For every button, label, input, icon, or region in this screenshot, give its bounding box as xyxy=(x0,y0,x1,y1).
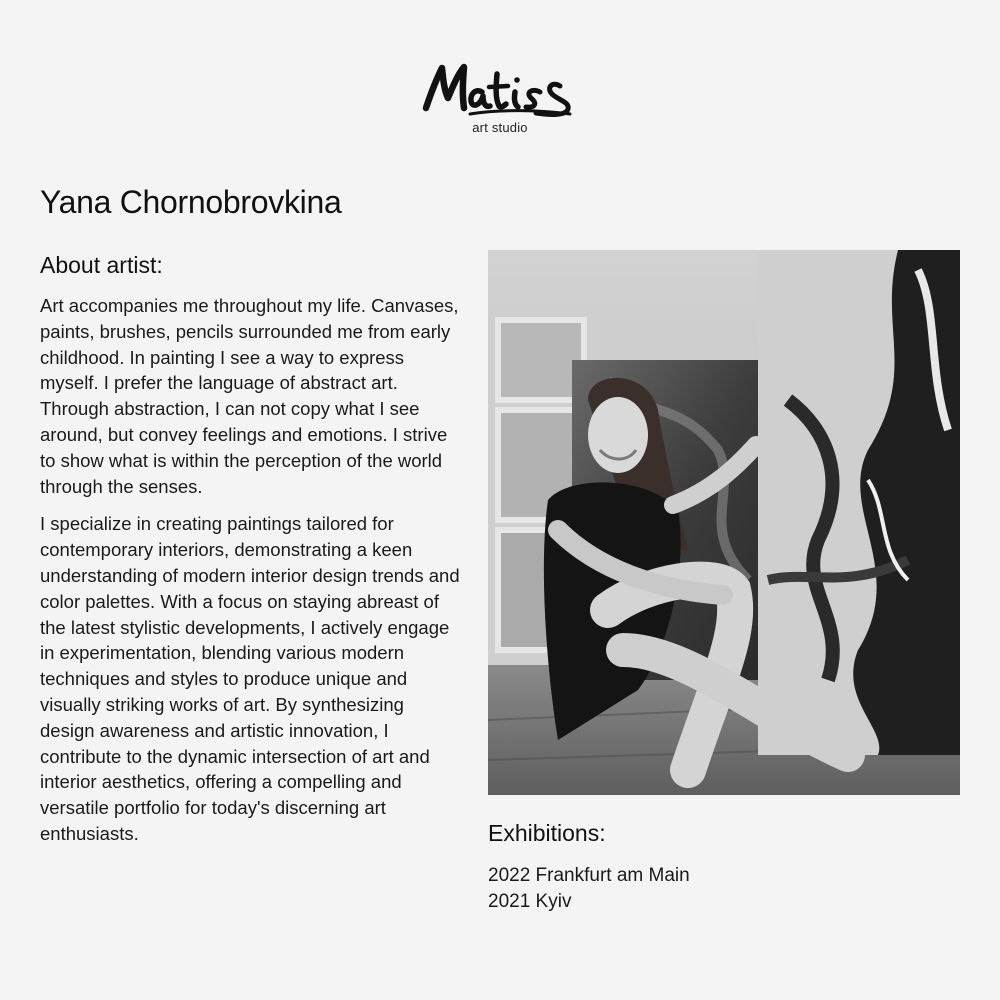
artist-name: Yana Chornobrovkina xyxy=(40,184,342,220)
artist-photo xyxy=(488,250,960,795)
about-text xyxy=(40,293,460,859)
about-paragraph: I specialize in creating paintings tailored for contemporary interiors, demonstrating a keen understanding of modern interior design trends and color palettes. With a focus on staying abreast of the latest stylistic developments, I actively engage in experimentation, blending various modern techniques and styles to produce unique and visually striking works of art. By synthesizing design awareness and artistic innovation, I contribute to the dynamic intersection of art and interior aesthetics, offering a compelling and versatile portfolio for today's discerning art enthusiasts. xyxy=(40,513,460,844)
exhibition-item: 2022 Frankfurt am Main xyxy=(488,865,690,886)
exhibitions-list xyxy=(488,863,690,915)
artist-portrait-photo-icon xyxy=(488,250,960,795)
about-heading: About artist: xyxy=(40,252,163,278)
about-paragraph: Art accompanies me throughout my life. Canvases, paints, brushes, pencils surrounded me from early childhood. In painting I see a way to express myself. I prefer the language of abstract art. Through abstraction, I can not copy what I see around, but convey feelings and emotions. I strive to show what is within the perception of the world through the senses. xyxy=(40,295,459,497)
matiss-wordmark-logo xyxy=(400,56,600,120)
logo-subtitle: art studio xyxy=(472,120,528,135)
studio-logo xyxy=(400,56,600,140)
exhibitions-heading: Exhibitions: xyxy=(488,820,606,846)
exhibition-item: 2021 Kyiv xyxy=(488,891,572,912)
